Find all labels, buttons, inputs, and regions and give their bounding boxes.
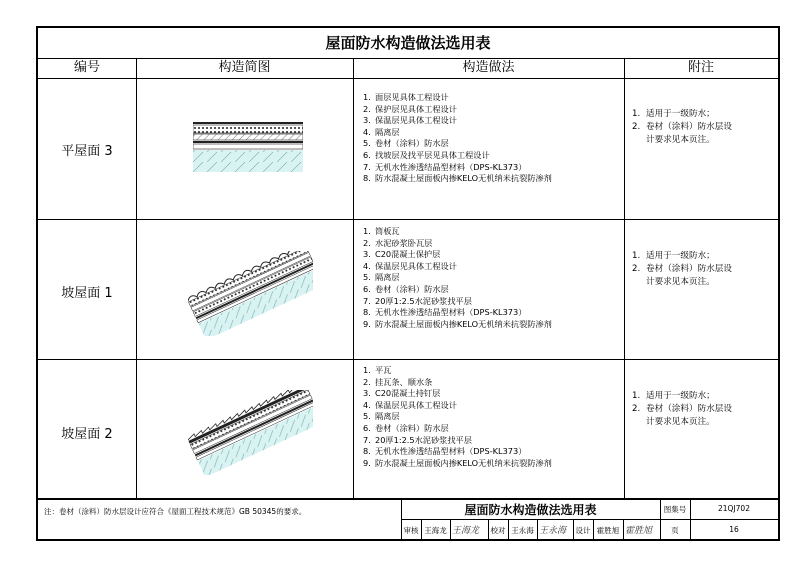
notes-list <box>632 108 732 147</box>
row-name: 平屋面 3 <box>61 144 113 159</box>
reviewer-signature: 王海龙 <box>452 526 480 536</box>
method-item: 2. 水泥砂浆卧瓦层 <box>363 237 433 248</box>
header-sketch: 构造简图 <box>218 60 271 75</box>
note-item: 2. 卷材（涂料）防水层设 <box>632 404 732 414</box>
method-item: 1. 面层见具体工程设计 <box>363 92 449 102</box>
notes-list <box>632 250 732 289</box>
method-item: 3. C20混凝土保护层 <box>363 249 441 260</box>
checker-name: 王永海 <box>511 526 534 535</box>
check-label: 校对 <box>490 526 506 535</box>
method-item: 8. 无机水性渗透结晶型材料（DPS-KL373） <box>363 446 527 457</box>
method-item: 9. 防水混凝土屋面板内掺KELO无机纳米抗裂防渗剂 <box>363 318 552 329</box>
row-name: 坡屋面 2 <box>61 427 113 442</box>
method-item: 8. 无机水性渗透结晶型材料（DPS-KL373） <box>363 307 527 318</box>
method-item: 7. 20厚1:2.5水泥砂浆找平层 <box>363 295 472 306</box>
method-item: 7. 无机水性渗透结晶型材料（DPS-KL373） <box>363 161 527 172</box>
method-item: 2. 挂瓦条、顺水条 <box>363 376 433 387</box>
designer-name: 霍胜旭 <box>596 526 620 535</box>
drawing-frame <box>36 26 780 541</box>
note-item: 2. 卷材（涂料）防水层设 <box>632 122 732 132</box>
rule-row2 <box>38 359 778 360</box>
titleblock-mid-rule <box>401 519 778 520</box>
rule-header <box>38 78 778 79</box>
method-item: 8. 防水混凝土屋面板内掺KELO无机纳米抗裂防渗剂 <box>363 173 552 184</box>
note-item: 1. 适用于一级防水； <box>632 109 715 119</box>
notes-list <box>632 390 732 429</box>
method-item: 1. 平瓦 <box>363 365 392 375</box>
checker-signature: 王永海 <box>539 526 567 536</box>
method-item: 6. 卷材（涂料）防水层 <box>363 283 449 294</box>
pitched-roof-flat-tile-sketch <box>188 390 313 475</box>
note-item-continuation: 计要求见本页注。 <box>646 135 715 145</box>
note-item: 1. 适用于一级防水； <box>632 391 715 401</box>
method-item: 7. 20厚1:2.5水泥砂浆找平层 <box>363 434 472 445</box>
method-item: 5. 卷材（涂料）防水层 <box>363 138 449 149</box>
method-list <box>363 365 552 469</box>
col-rule-2 <box>353 58 354 498</box>
method-item: 4. 保温层见具体工程设计 <box>363 399 457 410</box>
note-item: 2. 卷材（涂料）防水层设 <box>632 264 732 274</box>
method-item: 5. 隔离层 <box>363 272 400 283</box>
titleblock-title: 屋面防水构造做法选用表 <box>464 503 597 517</box>
page-label: 页 <box>671 526 679 535</box>
col-rule-3 <box>624 58 625 498</box>
tb-cell-rule <box>450 519 451 540</box>
rule-row3 <box>38 498 778 500</box>
review-label: 审核 <box>403 526 419 535</box>
method-item: 6. 卷材（涂料）防水层 <box>363 422 449 433</box>
method-item: 6. 找坡层及找平层见具体工程设计 <box>363 149 490 160</box>
method-item: 5. 隔离层 <box>363 411 400 422</box>
method-item: 3. 保温层见具体工程设计 <box>363 115 457 126</box>
method-list <box>363 226 552 330</box>
method-item: 3. C20混凝土持钉层 <box>363 388 441 399</box>
tb-cell-rule <box>623 519 624 540</box>
footnote: 注：卷材（涂料）防水层设计应符合《屋面工程技术规范》GB 50345的要求。 <box>44 507 307 516</box>
flat-roof-section-sketch <box>193 122 303 172</box>
rule-row1 <box>38 219 778 220</box>
row-name: 坡屋面 1 <box>61 286 113 301</box>
reviewer-name: 王海龙 <box>424 526 447 535</box>
table-title: 屋面防水构造做法选用表 <box>325 34 491 52</box>
header-notes: 附注 <box>687 60 714 75</box>
header-method: 构造做法 <box>462 60 515 75</box>
col-rule-1 <box>136 58 137 498</box>
note-item-continuation: 计要求见本页注。 <box>646 277 715 287</box>
method-list <box>363 92 552 185</box>
method-item: 4. 隔离层 <box>363 126 400 137</box>
method-item: 1. 筒板瓦 <box>363 226 400 236</box>
designer-signature: 霍胜旭 <box>625 526 653 536</box>
header-no: 编号 <box>73 60 100 75</box>
method-item: 2. 保护层见具体工程设计 <box>363 103 457 114</box>
page-number: 16 <box>729 525 739 534</box>
atlas-label: 图集号 <box>663 505 687 514</box>
design-label: 设计 <box>575 526 591 535</box>
atlas-number: 21QJ702 <box>718 504 750 513</box>
pitched-roof-tile-sketch <box>188 251 313 336</box>
note-item-continuation: 计要求见本页注。 <box>646 417 715 427</box>
method-item: 4. 保温层见具体工程设计 <box>363 260 457 271</box>
note-item: 1. 适用于一级防水； <box>632 251 715 261</box>
tb-cell-rule <box>537 519 538 540</box>
method-item: 9. 防水混凝土屋面板内掺KELO无机纳米抗裂防渗剂 <box>363 457 552 468</box>
